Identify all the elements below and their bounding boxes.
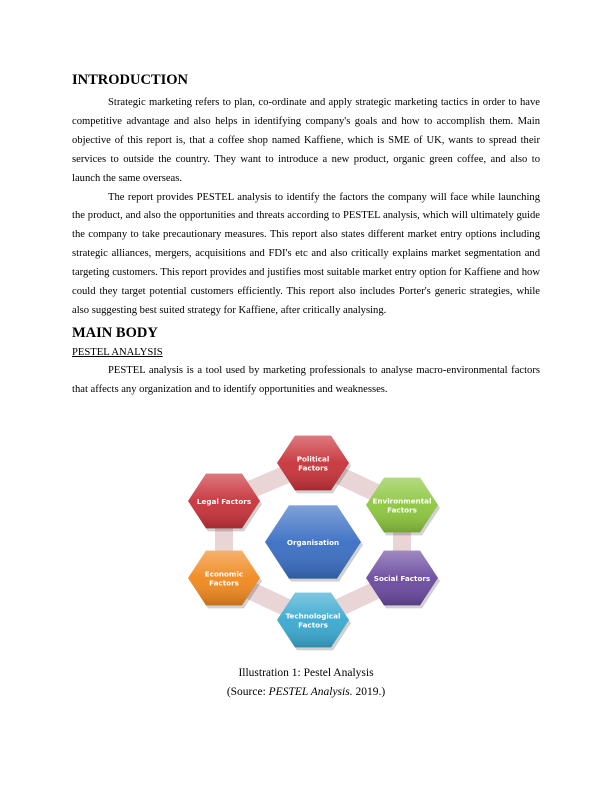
- intro-paragraph-1: Strategic marketing refers to plan, co-ordinate and apply strategic marketing tactics in order to have competitive advantage and also helps in identifying company's goals and how to accomplish them. Main objective of this report is, that a coffee shop named Kaffiene, which is SME of UK, wants to spread their services to outside the country. They want to introduce a new product, organic green coffee, and also to launch the same overseas.: [72, 97, 540, 184]
- hexagon-label: Factors: [387, 505, 417, 515]
- introduction-heading: INTRODUCTION: [72, 72, 189, 88]
- source-title: PESTEL Analysis.: [268, 686, 353, 698]
- hexagon-label: Economic: [204, 569, 244, 579]
- pestel-paragraph: PESTEL analysis is a tool used by marketing professionals to analyse macro-environmental factors that affects any organization and to identify opportunities and weaknesses.: [72, 364, 540, 395]
- main-body-heading: MAIN BODY: [72, 324, 158, 341]
- hexagon-label: Legal Factors: [196, 497, 252, 506]
- hexagon-social-factors: [366, 551, 440, 609]
- pestel-diagram: [178, 425, 448, 655]
- hexagon-label: Environmental: [372, 496, 432, 506]
- hexagon-label: Organisation: [286, 538, 340, 547]
- hexagon-label: Social Factors: [373, 574, 431, 583]
- intro-paragraph-2: The report provides PESTEL analysis to identify the factors the company will face while launching the product, and also the opportunities and threats according to PESTEL analysis, which will ultimately guide the company to take precautionary measures. This report also states different market entry options including strategic alliances, mergers, acquisitions and FDI's etc and also critically explains market segmentation and targeting customers. This report provides and justifies most suitable market entry option for Kaffiene and how could they target potential customers efficiently. This report also includes Porter's generic strategies, while also suggesting best suited strategy for Kaffiene, after critically analysing.: [72, 191, 540, 316]
- hexagon-label: Factors: [298, 620, 328, 630]
- figure-caption: Illustration 1: Pestel Analysis: [238, 667, 374, 679]
- hexagon-organisation: [265, 505, 363, 581]
- pestel-subheading: PESTEL ANALYSIS: [72, 346, 163, 358]
- hexagon-label: Political: [296, 454, 330, 464]
- source-prefix: (Source:: [226, 686, 269, 698]
- pestel-diagram-svg: [178, 425, 448, 655]
- hexagon-label: Factors: [209, 578, 239, 588]
- figure-source: [72, 683, 540, 701]
- source-suffix: 2019.): [352, 686, 386, 698]
- content-column: [72, 70, 540, 400]
- hexagon-label: Technological: [285, 611, 341, 621]
- hexagon-label: Factors: [298, 463, 328, 473]
